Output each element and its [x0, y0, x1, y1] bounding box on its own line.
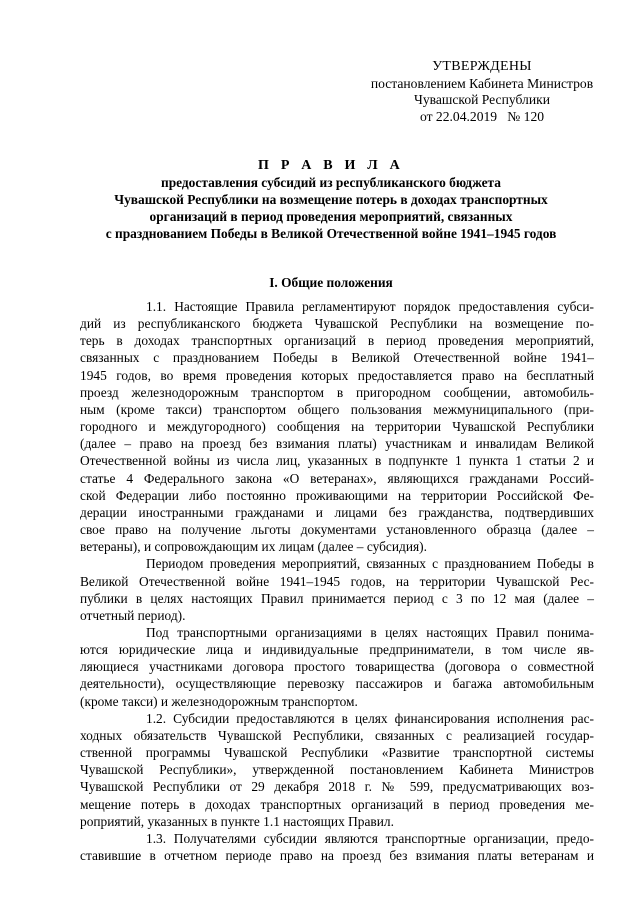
paragraph-line: проезд железнодорожным транспортом в пригородном сообщении, автомобиль- [80, 384, 594, 400]
paragraph-line: свое право на получение льготы документами установленного образца (далее – [80, 522, 594, 538]
paragraph-line: Великой Отечественной войне 1941–1945 годов, на территории Чувашской Рес- [80, 573, 594, 589]
paragraph-line: 1.1. Настоящие Правила регламентируют порядок предоставления субси- [146, 299, 594, 314]
paragraph-line: ставившие в отчетном периоде право на проезд без взимания платы ветеранам и [80, 848, 594, 863]
paragraph-line: ляющиеся участниками договора простого товарищества (договора о совместной [80, 659, 594, 675]
approval-line: постановлением Кабинета Министров [370, 75, 594, 91]
paragraph-line: ской Федерации либо постоянно проживающими на территории Российской Фе- [80, 487, 594, 503]
body-text [80, 298, 594, 864]
approval-date-number: от 22.04.2019 № 120 [419, 108, 545, 124]
paragraph-line: (кроме такси) и железнодорожным транспортом. [80, 693, 358, 709]
paragraph-line: ходных обязательств Чувашской Республики, связанных с реализацией государ- [80, 727, 594, 743]
paragraph [80, 298, 594, 555]
approval-title: УТВЕРЖДЕНЫ [432, 59, 532, 74]
paragraph-line: 1945 годов, во время проведения которых предоставляется право на бесплатный [80, 367, 594, 383]
paragraph-line: дерации иностранными гражданами и лицами без гражданства, подтвердивших [80, 504, 594, 520]
paragraph-line: 1.3. Получателями субсидии являются транспортные организации, предо- [146, 830, 594, 846]
approval-line: Чувашской Республики [414, 92, 550, 107]
heading-line: предоставления субсидий из республиканского бюджета [160, 175, 501, 190]
paragraph-line: ным (кроме такси) транспортом общего пользования межмуниципального (при- [80, 401, 594, 417]
heading-line: с празднованием Победы в Великой Отечественной войне 1941–1945 годов [105, 226, 557, 241]
paragraph-line: публики в целях настоящих Правил принимается период с 3 по 12 мая (далее – [80, 590, 594, 606]
paragraph-line: Отечественной войны из числа лиц, указанных в подпункте 1 пункта 1 статьи 2 и [80, 453, 594, 469]
paragraph-line: статье 4 Федерального закона «О ветеранах», являющихся гражданами Россий- [80, 470, 594, 486]
paragraph-line: связанных с празднованием Победы в Великой Отечественной войне 1941– [80, 350, 594, 366]
paragraph-line: Чувашской Республики», утвержденной постановлением Кабинета Министров [80, 762, 594, 778]
paragraph-line: дий из республиканского бюджета Чувашской Республики на возмещение по- [80, 316, 594, 332]
paragraph-line: мещение потерь в доходах транспортных организаций в период проведения ме- [80, 796, 594, 812]
approval-block [362, 59, 602, 125]
paragraph-line: городного и междугородного) сообщения на территории Чувашской Республики [80, 419, 594, 435]
paragraph-line: Под транспортными организациями в целях настоящих Правил понима- [146, 624, 594, 640]
document-heading [70, 157, 592, 242]
heading-line: Чувашской Республики на возмещение потерь в доходах транспортных [114, 192, 548, 207]
paragraph-line: ветераны), и сопровождающим их лицам (далее – субсидия). [80, 539, 427, 555]
paragraph [80, 710, 594, 830]
paragraph-line: Чувашской Республики от 29 декабря 2018 г. № 599, предусматривающих воз- [80, 779, 594, 795]
paragraph-line: деятельности), осуществляющие перевозку пассажиров и багажа автомобильным [80, 676, 594, 692]
paragraph [80, 624, 594, 710]
paragraph [80, 555, 594, 624]
rules-title: П Р А В И Л А [258, 158, 404, 173]
heading-line: организаций в период проведения мероприятий, связанных [149, 209, 513, 224]
section-title: I. Общие положения [269, 275, 393, 290]
paragraph-line: ются юридические лица и индивидуальные предприниматели, в том числе яв- [80, 642, 594, 658]
paragraph-line: ственной программы Чувашской Республики «Развитие транспортной системы [80, 745, 594, 761]
paragraph-line: отчетный период). [80, 607, 186, 623]
paragraph-line: роприятий, указанных в пункте 1.1 настоящих Правил. [80, 813, 394, 829]
paragraph-line: (далее – право на проезд без взимания платы) участникам и инвалидам Великой [80, 436, 594, 452]
paragraph [80, 830, 594, 864]
paragraph-line: терь в доходах транспортных организаций в период проведения мероприятий, [80, 333, 594, 349]
paragraph-line: Периодом проведения мероприятий, связанных с празднованием Победы в [146, 556, 594, 572]
paragraph-line: 1.2. Субсидии предоставляются в целях финансирования исполнения рас- [146, 710, 594, 726]
